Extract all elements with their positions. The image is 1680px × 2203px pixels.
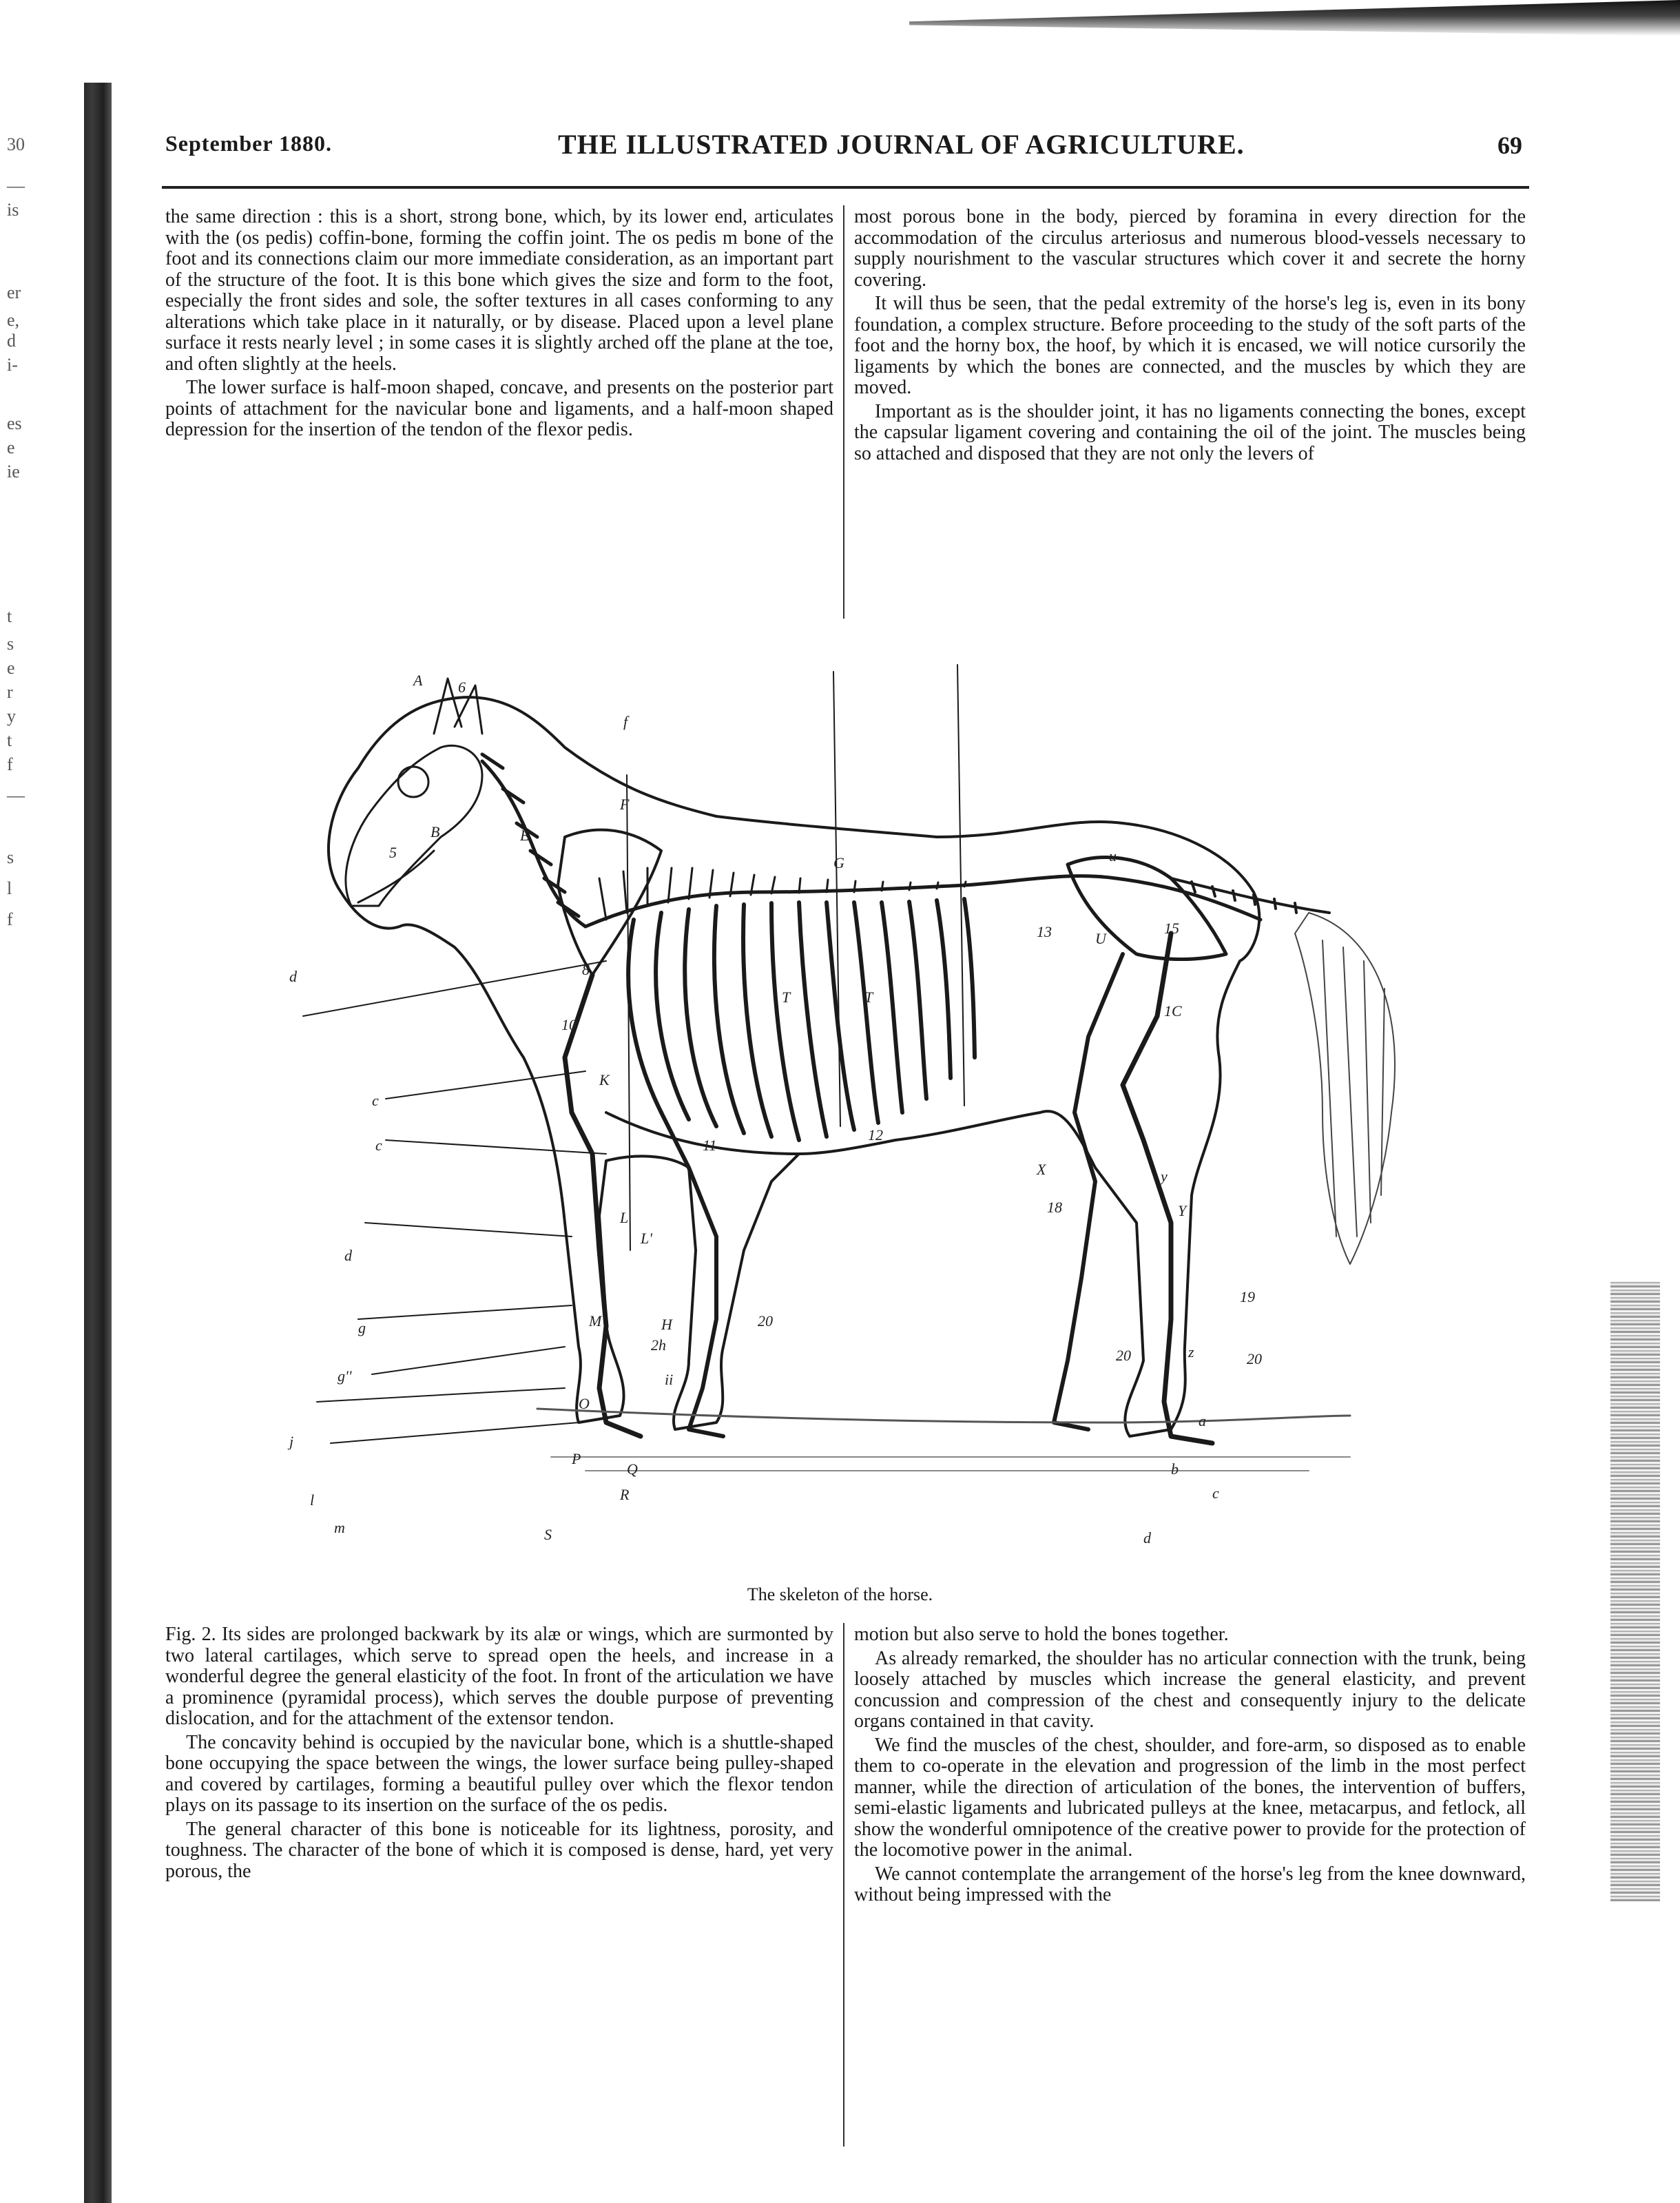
- paragraph: the same direction : this is a short, strong bone, which, by its lower end, articulates with the (os pedis) coffin-bone, forming the coffin joint. The os pedis m bone of the foot and its connections claim our more immediate consideration, as an important part of the structure of the foot. It is this bone which gives the size and form to the foot, especially the front sides and sole, the softer textures in all cases conforming to any alterations which take place in it naturally, or by disease. Placed upon a level plane surface it rests nearly level ; in some cases it is slightly arched off the plane at the toe, and often slightly at the heels.: [165, 206, 833, 375]
- figure-label: A: [413, 672, 423, 689]
- figure-label: 10: [561, 1016, 577, 1033]
- margin-fragment: es: [7, 413, 22, 433]
- figure-label: 12: [868, 1126, 883, 1144]
- figure-label: c: [1212, 1485, 1219, 1502]
- paragraph: We find the muscles of the chest, shoulder, and fore-arm, so disposed as to enable them to co-operate in the elevation and progression of the limb in the most perfect manner, while the direction of articulation of the bones, the intervention of buffers, semi-elastic ligaments and lubricated pulleys at the knee, metacarpus, and fetlock, all show the wonderful omnipotence of the creative power to provide for the protection of the locomotive power in the animal.: [854, 1734, 1526, 1861]
- issue-date: September 1880.: [165, 131, 332, 156]
- upper-left-column: [165, 207, 833, 620]
- figure-label: g'': [338, 1367, 352, 1385]
- figure-label: L: [620, 1209, 629, 1226]
- figure-label: 20: [1116, 1347, 1131, 1364]
- figure-label: a: [1199, 1412, 1206, 1429]
- lower-right-column: [854, 1624, 1526, 2148]
- paragraph: We cannot contemplate the arrangement of the horse's leg from the knee downward, without being impressed with the: [854, 1863, 1526, 1905]
- figure-label: Q: [627, 1460, 638, 1478]
- page-number: 69: [1497, 132, 1522, 159]
- scapula: [558, 830, 661, 975]
- figure-label: c: [375, 1137, 382, 1154]
- margin-fragment: e,: [7, 310, 20, 330]
- margin-fragment: y: [7, 706, 16, 726]
- book-spine-shadow: [84, 83, 112, 2203]
- paragraph: most porous bone in the body, pierced by foramina in every direction for the accommodation of the circulus arteriosus and numerous blood-vessels necessary to supply nourishment to the vascular structures which cover it and secrete the horny covering.: [854, 206, 1526, 291]
- paragraph: motion but also serve to hold the bones together.: [854, 1624, 1229, 1645]
- margin-fragment: ie: [7, 462, 20, 482]
- figure-label: 5: [389, 844, 397, 861]
- margin-fragment: s: [7, 847, 14, 867]
- paragraph: The general character of this bone is noticeable for its lightness, porosity, and toughness. The character of the bone of which it is composed is dense, hard, yet very porous, the: [165, 1818, 833, 1882]
- margin-fragment: —: [7, 176, 25, 196]
- margin-fragment: s: [7, 634, 14, 654]
- margin-fragment: —: [7, 785, 25, 805]
- figure-label: d: [1143, 1529, 1151, 1547]
- journal-title: THE ILLUSTRATED JOURNAL OF AGRICULTURE.: [558, 129, 1245, 160]
- figure-label: X: [1037, 1161, 1046, 1178]
- margin-fragment: 30: [7, 134, 25, 154]
- figure-label: c: [372, 1092, 379, 1109]
- figure-labels: [287, 672, 1262, 1547]
- figure-label: j: [289, 1433, 294, 1450]
- running-header: [165, 131, 1522, 172]
- figure-label: g: [358, 1319, 366, 1336]
- margin-fragment: f: [7, 909, 13, 929]
- figure-label: F: [620, 796, 630, 813]
- figure-label: 19: [1240, 1288, 1255, 1305]
- figure-label: U: [1095, 930, 1106, 947]
- margin-fragment: e: [7, 437, 15, 457]
- figure-label: y: [1161, 1168, 1168, 1185]
- figure-label: 11: [703, 1137, 717, 1154]
- body-outline: [329, 697, 1259, 1436]
- column-rule: [843, 205, 844, 619]
- figure-label: d: [344, 1247, 352, 1264]
- figure-label: l: [310, 1491, 315, 1509]
- paragraph: Fig. 2. Its sides are prolonged backwark by its alæ or wings, which are surmonted by two lateral cartilages, which serve to spread open the heels, and increase in a wonderful degree the general elasticity of the foot. In front of the articulation we have a prominence (pyramidal process), which serves the double purpose of preventing dislocation, and for the attachment of the extensor tendon.: [165, 1624, 833, 1729]
- margin-fragment: r: [7, 682, 13, 702]
- ground-line: [537, 1409, 1350, 1423]
- cervical-vertebrae: [482, 754, 585, 927]
- figure-label: 8: [582, 961, 590, 978]
- margin-fragment: f: [7, 754, 13, 774]
- figure-label: P: [572, 1450, 581, 1467]
- figure-label: m: [334, 1519, 345, 1536]
- rib-cage: [628, 899, 975, 1140]
- figure-label: 6: [458, 679, 466, 696]
- upper-right-column: [854, 207, 1526, 620]
- margin-fragment: er: [7, 282, 21, 302]
- leader-lines: [303, 665, 964, 1443]
- figure-label: f: [623, 713, 628, 730]
- figure-label: T: [782, 989, 791, 1006]
- figure-label: L': [641, 1230, 652, 1247]
- figure-caption: The skeleton of the horse.: [747, 1584, 933, 1604]
- figure-label: d: [289, 968, 297, 985]
- paragraph: It will thus be seen, that the pedal extremity of the horse's leg is, even in its bony foundation, a complex structure. Before proceeding to the study of the soft parts of the foot and the horny box, the hoof, by which it is encased, we will notice cursorily the ligaments by which the bones are connected, and the muscles by which they are moved.: [854, 293, 1526, 398]
- horse-skeleton-illustration: [276, 630, 1412, 1567]
- figure-label: H: [661, 1316, 672, 1333]
- figure-label: 15: [1164, 920, 1179, 937]
- figure-label: z: [1188, 1343, 1194, 1361]
- paragraph: As already remarked, the shoulder has no articular connection with the trunk, being loosely attached by muscles which increase the general elasticity, and prevent concussion and compression of the chest and consequently injury to the delicate organs contained in that cavity.: [854, 1647, 1526, 1732]
- figure-label: u: [1109, 847, 1117, 865]
- figure-label: O: [579, 1395, 590, 1412]
- figure-label: 1C: [1164, 1002, 1182, 1020]
- header-rule: [162, 186, 1529, 189]
- margin-bleed-through: [0, 124, 55, 1088]
- figure-label: K: [599, 1071, 610, 1088]
- figure-label: M: [589, 1312, 602, 1330]
- figure-label: T: [864, 989, 873, 1006]
- figure-label: B: [431, 823, 440, 840]
- figure-label: b: [1171, 1460, 1179, 1478]
- paragraph: Important as is the shoulder joint, it has no ligaments connecting the bones, except the capsular ligament covering and containing the oil of the joint. The muscles being so attached and disposed that they are not only the levers of: [854, 400, 1526, 464]
- ground-hatching: [551, 1457, 1350, 1471]
- pelvis: [1068, 858, 1226, 960]
- figure-label: R: [620, 1486, 630, 1503]
- paragraph: The lower surface is half-moon shaped, concave, and presents on the posterior part points of attachment for the navicular bone and ligaments, and a half-moon shaped depression for the insertion of the tendon of the flexor pedis.: [165, 377, 833, 440]
- lower-left-column: [165, 1624, 833, 2148]
- margin-fragment: t: [7, 606, 12, 626]
- margin-fragment: d: [7, 331, 16, 351]
- margin-fragment: e: [7, 658, 15, 678]
- scan-smear: [909, 0, 1680, 36]
- figure-label: 13: [1037, 923, 1052, 940]
- figure-label: 20: [1247, 1350, 1262, 1367]
- margin-fragment: t: [7, 730, 12, 750]
- paragraph: The concavity behind is occupied by the navicular bone, which is a shuttle-shaped bone occupying the space between the wings, the lower surface being pulley-shaped and covered by cartilages, forming a beautiful pulley over which the flexor tendon plays on its passage to its insertion on the surface of the os pedis.: [165, 1731, 833, 1816]
- figure-label: 18: [1047, 1199, 1062, 1216]
- figure-label: S: [544, 1526, 552, 1543]
- column-rule: [843, 1623, 844, 2147]
- figure-label: 2h: [651, 1336, 666, 1354]
- figure-label: ii: [665, 1371, 674, 1388]
- figure-label: E: [520, 827, 530, 844]
- tail: [1295, 913, 1395, 1264]
- figure-label: 20: [758, 1312, 773, 1330]
- eye-orbit: [398, 767, 428, 797]
- margin-fragment: is: [7, 200, 19, 220]
- figure-label: Y: [1178, 1202, 1187, 1219]
- margin-fragment: l: [7, 878, 12, 898]
- figure-label: G: [833, 854, 844, 871]
- margin-fragment: i-: [7, 355, 18, 375]
- skull: [346, 745, 482, 906]
